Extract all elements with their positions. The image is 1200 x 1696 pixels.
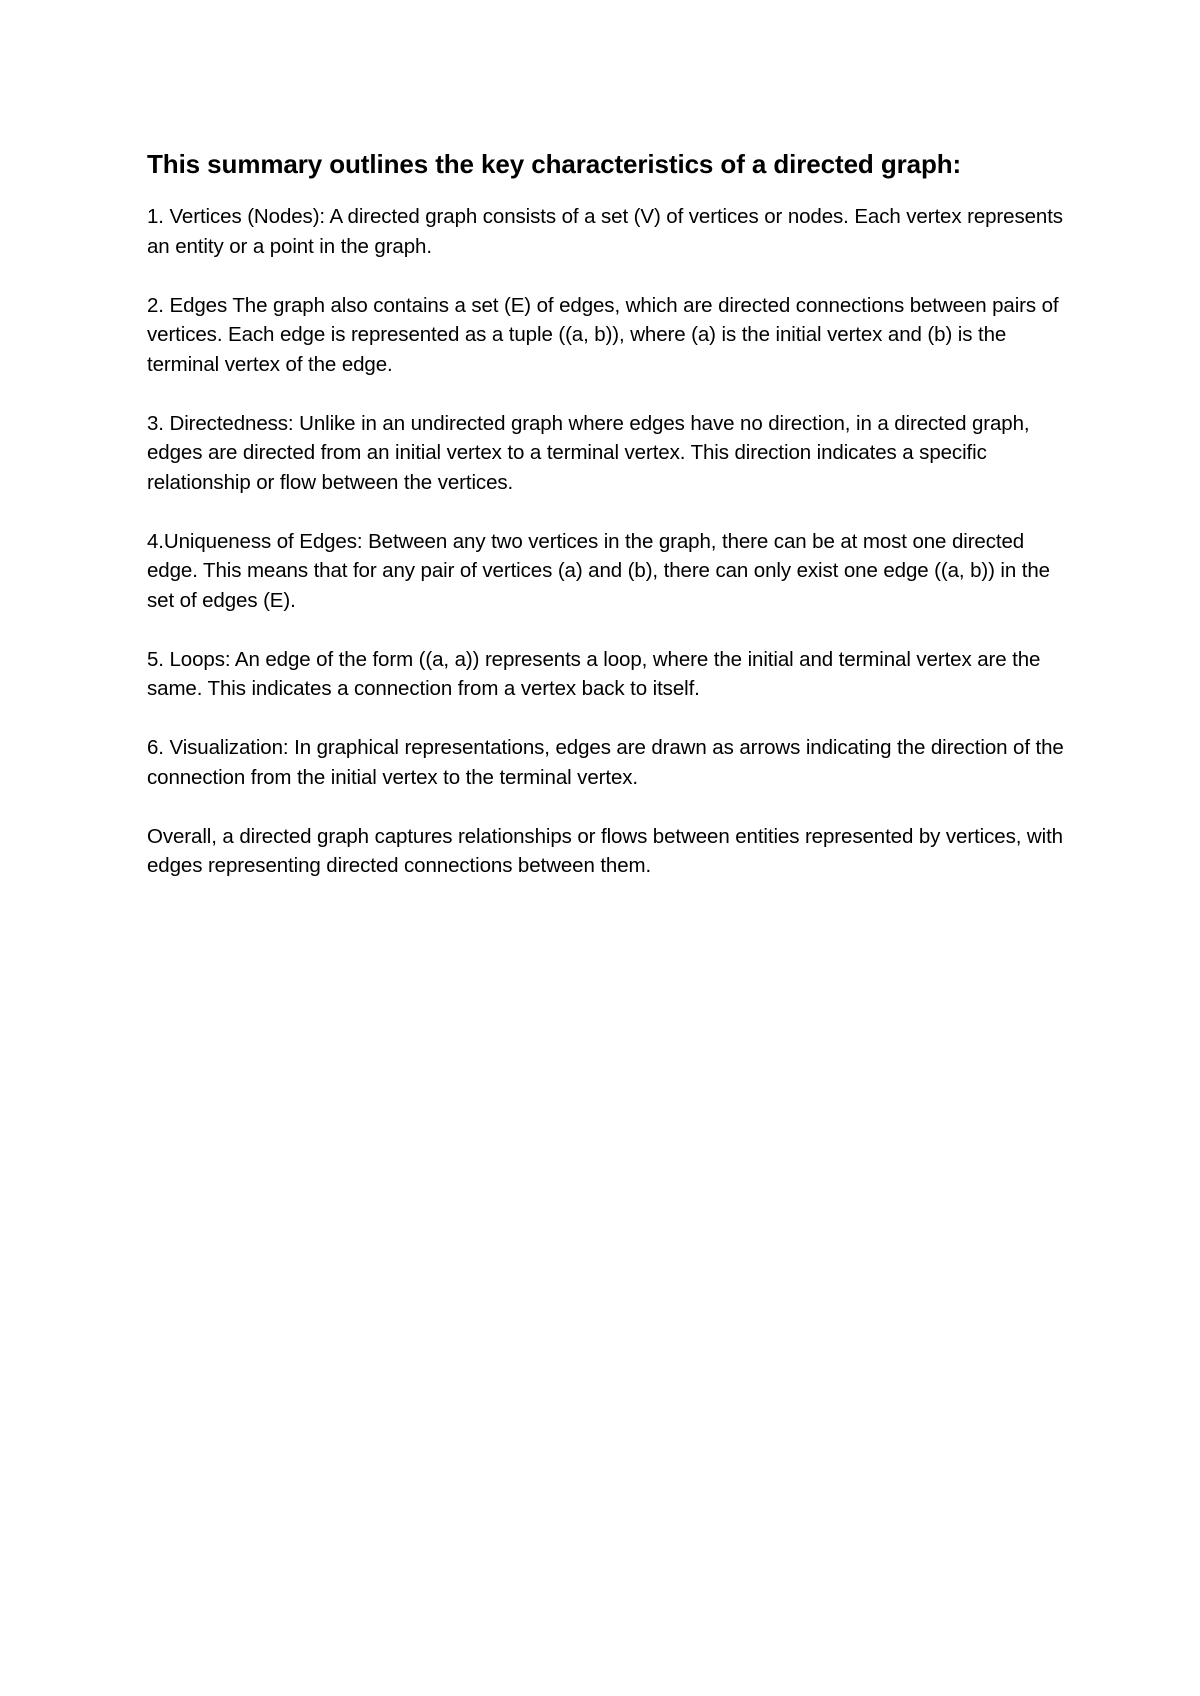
paragraph-edges: 2. Edges The graph also contains a set (E) of edges, which are directed connections between pairs of vertices. Each edge is represented as a tuple ((a, b)), where (a) is the initial vertex and (b) is the terminal vertex of the edge.	[147, 293, 1059, 376]
paragraph-overall: Overall, a directed graph captures relationships or flows between entities represented by vertices, with edges representing directed connections between them.	[147, 824, 1063, 877]
paragraph-uniqueness: 4.Uniqueness of Edges: Between any two vertices in the graph, there can be at most one directed edge. This means that for any pair of vertices (a) and (b), there can only exist one edge ((a, b)) in the set of edges (E).	[147, 529, 1050, 612]
paragraph-loops: 5. Loops: An edge of the form ((a, a)) represents a loop, where the initial and terminal vertex are the same. This indicates a connection from a vertex back to itself.	[147, 647, 1041, 700]
document-body	[147, 146, 1067, 910]
document-title: This summary outlines the key characteristics of a directed graph:	[147, 149, 962, 179]
paragraph-visualization: 6. Visualization: In graphical representations, edges are drawn as arrows indicating the direction of the connection from the initial vertex to the terminal vertex.	[147, 736, 1064, 789]
paragraph-vertices: 1. Vertices (Nodes): A directed graph consists of a set (V) of vertices or nodes. Each vertex represents an entity or a point in the graph.	[147, 205, 1063, 258]
paragraph-directedness: 3. Directedness: Unlike in an undirected graph where edges have no direction, in a directed graph, edges are directed from an initial vertex to a terminal vertex. This direction indicates a specific relationship or flow between the vertices.	[147, 411, 1030, 494]
